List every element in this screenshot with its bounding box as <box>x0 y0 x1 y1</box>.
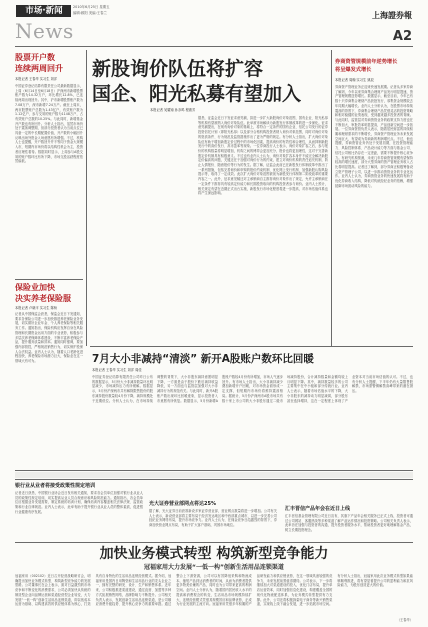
band-rule-top <box>15 470 413 471</box>
left-article-1-body: 中国证券登记结算有限责任公司最新数据显示，上周（6月14日至6月18日）沪深两市新增股票账户数为14.32万户，环比增长12.8%，已连续两周出现回升。其中，沪市新增股票账户数为7.08万户，深市新增7.24万户。截至上周末，两市股票账户总数为1.43亿户，有效账户数为1.12亿户，参与交易的账户数为1148万户，占有效账户总数的10.25%。与此同时，新增基金开户数也有所回升。分析人士指出，虽然市场仍处于震荡调整期，但部分投资者认为当前点位已具备一定的中长期配置价值，开户数的小幅回升反映出场外资金入场意愿有所增强。不过，机构人士也提醒，开户数回升并不等同于资金大规模入市，短期内市场仍将以结构性机会为主，投资者应理性看待。数据同时显示，上周参与A股交易的账户数环比有所下降，市场交投活跃程度依然偏低。 <box>15 84 83 164</box>
left-article-1-byline: 本报记者 王春华 实习生 刘洋 <box>15 77 58 81</box>
right-article-headline: 券商资管规模前年逆势增长 将呈爆发式增长 <box>335 59 398 73</box>
right-column <box>335 50 413 346</box>
section2-article <box>90 350 413 468</box>
left-article-2-headline: 保险业加快 决实养老保险服 <box>15 283 71 303</box>
left-column-rule <box>86 50 87 346</box>
middle-center-headline: 光大证券营业部网点将达25% <box>149 501 216 507</box>
middle-left-body: 记者近日获悉，中国银行业协会近日发布相关通知，要求各会员单位加强对银行业从业人员的政策性规定培训，切实提高从业人员合规意识和风险防范能力。通知指出，各会员单位应根据业务发展需要，制定系统的培训计划，确保培训内容覆盖相关法律法规、监管政策和行业自律规范。业内人士表示，此举有助于提升银行业从业人员的整体素质，促进银行业健康有序发展。 <box>15 491 143 514</box>
bottom-feature <box>15 544 413 624</box>
band-rule-bottom <box>15 479 413 480</box>
middle-center-body: 据了解，光大证券日前获准新设多家证券营业部，营业网点数量将进一步增加。公司有关人士表示，新设营业部将主要布局于经济发达地区和中西部重点城市，以进一步完善公司经纪业务网络布局，提升市场竞争力。业内人士认为，在佣金竞争日趋激烈的背景下，券商加快营业网点布局，有助于扩大客户基础，巩固市场地位。 <box>149 509 277 528</box>
lead-byline: 本报记者 吴耀南 孙亦鸣 程惠芳 <box>150 108 196 112</box>
bottom-top-rule <box>15 542 413 543</box>
lead-headline-2: 国企、阳光私募有望加入 <box>92 83 302 105</box>
left-column <box>15 50 83 364</box>
section2-body: 中国证券登记结算有限责任公司昨日公布的数据显示，5月份大小非减持数量环比明显减少，市场减持压力有所缓解。数据显示，5月份沪深两市共有解除限售股份的股东减持股份数量较4月份下降，减持规模处于近期低位。分析人士认为，在市场持续调整的背景下，大小非股东减持意愿明显下降，一方面是由于股价下跌后减持收益降低，另一方面也与监管层加强对大小非减持行为的规范有关。与此同时，新开A股账户数出现环比回暖迹象，显示投资者入市意愿有所恢复。数据显示，5月份新增A股账户数较4月份有所增加，市场人气逐步回升。有市场人士指出，大小非减持减少叠加新增开户回暖，对市场资金面形成一定支撑，但短期内市场仍将维持震荡格局。据统计，5月份沪深两市A股市场共有数十家上市公司的大小非股东通过二级市场减持股份，合计减持数量和金额均较上月明显下降。其中，减持数量较多的公司主要集中在中小板和部分传统行业。业内人士表示，随着市场估值水平的下降，大小非股东的减持动力明显减弱，部分股东甚至选择增持，这在一定程度上体现了产业资本对当前市场估值的认可。不过，也有分析人士提醒，下半年仍有大量限售股解禁，市场需警惕解禁高峰带来的潜在抛压。 <box>92 375 413 403</box>
middle-left-headline: 银行业从业者将接受政策性规定培训 <box>15 483 96 489</box>
issue-editors: 编辑:顾阳 美编:王春兰 <box>73 10 107 15</box>
bottom-note: （王春华） <box>396 618 413 622</box>
lead-body: 据悉，证监会近日下发征求意见稿，拟进一步扩大新股询价对象范围，国有企业、阳光私募等机构有望被纳入询价对象队伍。此举被市场解读为新股发行体制改革的进一步深化。征求意见稿提出，在现有询价对象的基础上，将符合一定条件的国有企业、信托公司发行的证券投资信托计划（即阳光私募）以及部分合格机构投资者纳入询价对象范围，同时对询价对象的资质条件、行为规范及监管措施作出了更为严格的规定。有分析人士指出，扩大询价对象队伍有助于增加新股定价过程中的市场化因素，提高询价的有效性和合理性，从而抑制新股发行中的高价发行、高市盈率等现象。一位券商投行人士表示，询价对象扩容之后，参与报价的机构数量将明显增加，机构之间的博弈会更加充分，报价也将更加理性，这对于完善新股定价机制具有积极意义。不过也有业内人士认为，询价对象扩容本身并不能完全解决新股定价偏高的问题，关键还在于加强对询价行为的约束，建立对询价机构的责任追究机制，防止人情报价、随意报价等行为的发生。据了解，证监会此前已在新股发行体制改革中推出了一系列措施，包括完善询价和申购的报价约束机制、优化网上发行机制、加强新股认购风险提示等，取得了一定成效。此次扩大询价对象范围被视为新股发行体制第二阶段改革的重要内容之一。此外，征求意见稿还对主承销商自主推荐询价对象作出了规定，允许主承销商在一定条件下推荐具有较高定价能力和长期投资取向的机构投资者参与询价。业内人士预计，相关规定有望在近期正式出台实施，新股发行市场化程度将进一步提高，对市场估值体系也将产生深远影响。 <box>198 116 328 196</box>
section2-byline: 本报记者 王春华 实习生 刘洋 周佳 <box>92 368 142 372</box>
newspaper-name: 上海證券報 <box>372 10 412 20</box>
bottom-body: 冠福家用（002102）近日召开经营战略研讨会，明确提出加快业务模式转型、构筑新型竞争能力的发展思路。公司董事长在会上表示，面对日益激烈的市场竞争和不断变化的消费需求，公司必须加快从传统的制造型企业向品牌运营和渠道经营型企业转变，大力发展“一低一构”创新生活用品连锁渠道，即以低成本运营为基础、以构建高效的供应链体系为核心，打造具有自身特色的生活用品连锁经营模式。据介绍，冠福家用是国内日用陶瓷和生活用品行业的龙头企业之一，拥有完整的研发、设计、生产和销售体系。近年来，公司积极推进渠道建设，通过直营、加盟等多种方式拓展销售网络，品牌影响力不断提升。公司相关负责人表示，发展创新生活用品连锁渠道，是公司顺应消费升级趋势、提升核心竞争力的重要举措。通过整合上下游资源，公司可以有效降低采购和物流成本，缩短产品到达消费者的时间，从而为消费者提供更多物美价廉的产品，同时也为公司带来更高的利润空间。业内人士分析认为，随着国内居民收入水平的提高和消费观念的转变，生活用品市场规模持续扩大，连锁经营模式凭借其规模效应和品牌优势，正成为行业发展的主流方向。冠福家用凭借多年积累的产品研发能力和供应链优势，在这一领域具备较强的竞争力，未来发展前景值得期待。公司表示，下一步将继续加大对渠道建设的投入，优化门店布局，提升单店运营效率，同时加强信息化建设，构建覆盖全国的现代化物流配送体系，为业务模式转型提供有力支撑。此外，公司还将积极探索电子商务等新兴销售渠道，实现线上线下融合发展，进一步拓展市场空间。有分析人士指出，冠福家用此次业务模式转型如果能够顺利推进，将有望显著提升公司的盈利能力和抗风险能力，为股东创造更大的价值。 <box>15 574 413 607</box>
section2-headline: 7月大小非减持“清淡” 新开A股账户数环比回暖 <box>92 353 314 365</box>
section2-top-rule <box>90 346 413 347</box>
bottom-headline: 加快业务模式转型 构筑新型竞争能力 <box>99 546 329 562</box>
band-strip <box>15 472 413 478</box>
middle-right-body: 汇丰晋信基金管理有限公司近日宣布，其旗下产品年会相关服务已正式上线，投资者可通过公司网站、客服热线等多种渠道了解产品运作情况和投资策略。公司相关负责人表示，此举旨在加强与投资者的沟通，提升投资者服务水平，帮助投资者更好地理解基金产品，树立长期投资理念。 <box>285 514 413 533</box>
middle-row <box>15 482 413 540</box>
middle-right-headline: 汇丰晋信产品年会在近日上线 <box>285 506 351 512</box>
left-article-2-byline: 本报记者 卢晓平 实习生 陈杨 <box>15 306 58 310</box>
right-article-byline: 本报记者 周翰·实习生 姚辰 <box>335 78 374 82</box>
left-article-2-body: 记者从中国保监会获悉，保监会近日下发通知，要求各保险公司进一步加快推进养老保险业务发展，切实做好企业年金、个人养老保险等相关服务工作。通知指出，保险机构应发挥自身在风险管理和长期资金运用方面的专业优势，积极参与多层次养老保障体系建设，不断丰富养老保险产品，提升服务质量和效率。通知同时强调，要加强内部管控，严格规范销售行为，切实保护投保人合法权益。业内人士认为，随着人口老龄化进程加快，养老保险市场潜力巨大，保险业在这一领域大有可为。 <box>15 312 83 364</box>
masthead <box>0 0 428 50</box>
page-number: A2 <box>392 29 412 44</box>
lead-article <box>90 50 328 346</box>
left-divider <box>15 279 83 280</box>
masthead-rule <box>15 46 413 47</box>
section-en: News <box>15 19 74 43</box>
left-article-1-headline: 股票开户数 连续两周回升 <box>15 53 63 73</box>
section-title: 市场·新闻 <box>25 6 63 16</box>
right-column-rule <box>331 50 332 346</box>
issue-date: 2010年6月25日 星期五 <box>73 5 110 9</box>
lead-headline-1: 新股询价队伍将扩容 <box>92 58 264 80</box>
bottom-subheadline: 冠福家用大力发展“一低一构”创新生活用品连锁渠道 <box>144 564 284 571</box>
right-article-body: 券商资产管理业务正迎来快速发展期。记者从多家券商了解到，今年以来券商集合理财产品发行明显提速，资产管理规模逆势增长。数据显示，截至目前，今年已有数十只券商集合理财产品获批发行，募集资金规模较去年同期大幅增长。业内人士分析认为，在股票市场持续震荡的背景下，券商集合理财产品凭借灵活的投资策略和相对稳健的业绩表现，受到越来越多投资者的青睐。与此同时，监管层对券商资管业务的政策支持力度也在不断加大，审批效率明显提高，产品创新空间进一步拓展。一位券商资管负责人表示，随着居民财富的持续积累和理财需求的不断增长，券商资产管理业务未来发展空间巨大，有望成为券商新的利润增长点。不过，他也提醒，券商资管业务仍处于发展初期，在投资管理能力、风险控制体系、产品设计能力等方面与基金公司、信托公司相比仍存在一定差距，需要不断提升核心竞争力。有研究机构预测，未来几年券商资管规模有望保持较高的增长速度，部分大型券商的资产管理业务收入占比将明显提高。记者还了解到，部分券商正积极筹备设立资产管理子公司，以进一步推动资管业务的专业化运作。业内人士认为，券商资管业务的快速发展将有助于优化券商收入结构，降低对传统经纪业务的依赖，增强抵御市场波动风险的能力。 <box>335 85 413 188</box>
lead-image-placeholder <box>102 114 197 176</box>
